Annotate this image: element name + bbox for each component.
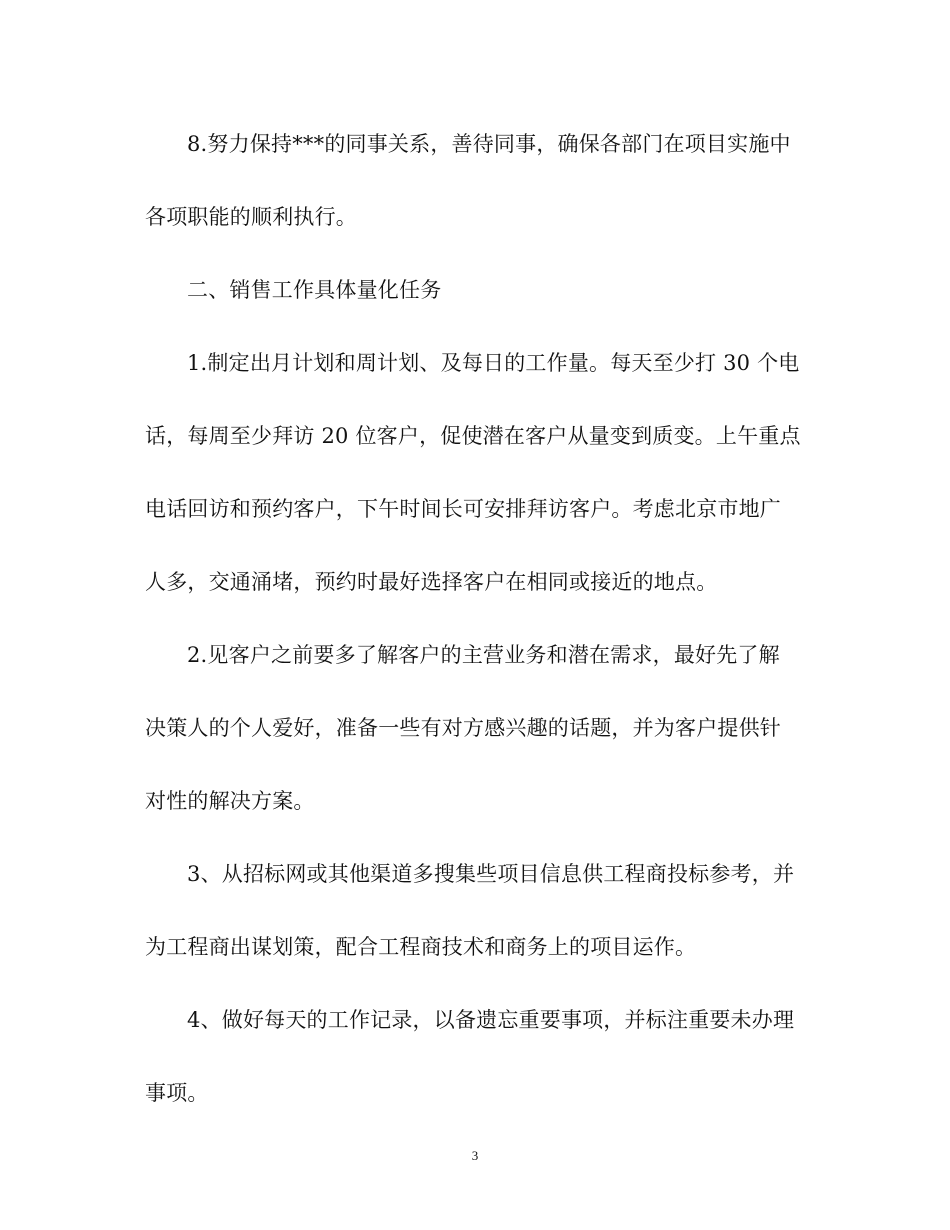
paragraph-4-line-2: 事项。 bbox=[145, 1081, 209, 1105]
paragraph-1-line-1: 1.制定出月计划和周计划、及每日的工作量。每天至少打 30 个电 bbox=[187, 351, 800, 375]
paragraph-3-line-1: 3、从招标网或其他渠道多搜集些项目信息供工程商投标参考，并 bbox=[187, 862, 795, 886]
page-number: 3 bbox=[471, 1148, 479, 1163]
paragraph-1-line-3: 电话回访和预约客户，下午时间长可安排拜访客户。考虑北京市地广 bbox=[145, 497, 781, 521]
paragraph-4-line-1: 4、做好每天的工作记录，以备遗忘重要事项，并标注重要未办理 bbox=[187, 1008, 795, 1032]
paragraph-8-line-2: 各项职能的顺利执行。 bbox=[145, 205, 357, 229]
paragraph-3-line-2: 为工程商出谋划策，配合工程商技术和商务上的项目运作。 bbox=[145, 935, 697, 959]
paragraph-2-line-3: 对性的解决方案。 bbox=[145, 789, 315, 813]
paragraph-2-line-1: 2.见客户之前要多了解客户的主营业务和潜在需求，最好先了解 bbox=[187, 643, 780, 667]
paragraph-2-line-2: 决策人的个人爱好，准备一些有对方感兴趣的话题，并为客户提供针 bbox=[145, 716, 781, 740]
paragraph-8-line-1: 8.努力保持***的同事关系，善待同事，确保各部门在项目实施中 bbox=[187, 132, 791, 156]
paragraph-1-line-2: 话，每周至少拜访 20 位客户，促使潜在客户从量变到质变。上午重点 bbox=[145, 424, 801, 448]
paragraph-1-line-4: 人多，交通涌堵，预约时最好选择客户在相同或接近的地点。 bbox=[145, 570, 718, 594]
section-heading: 二、销售工作具体量化任务 bbox=[187, 278, 442, 302]
